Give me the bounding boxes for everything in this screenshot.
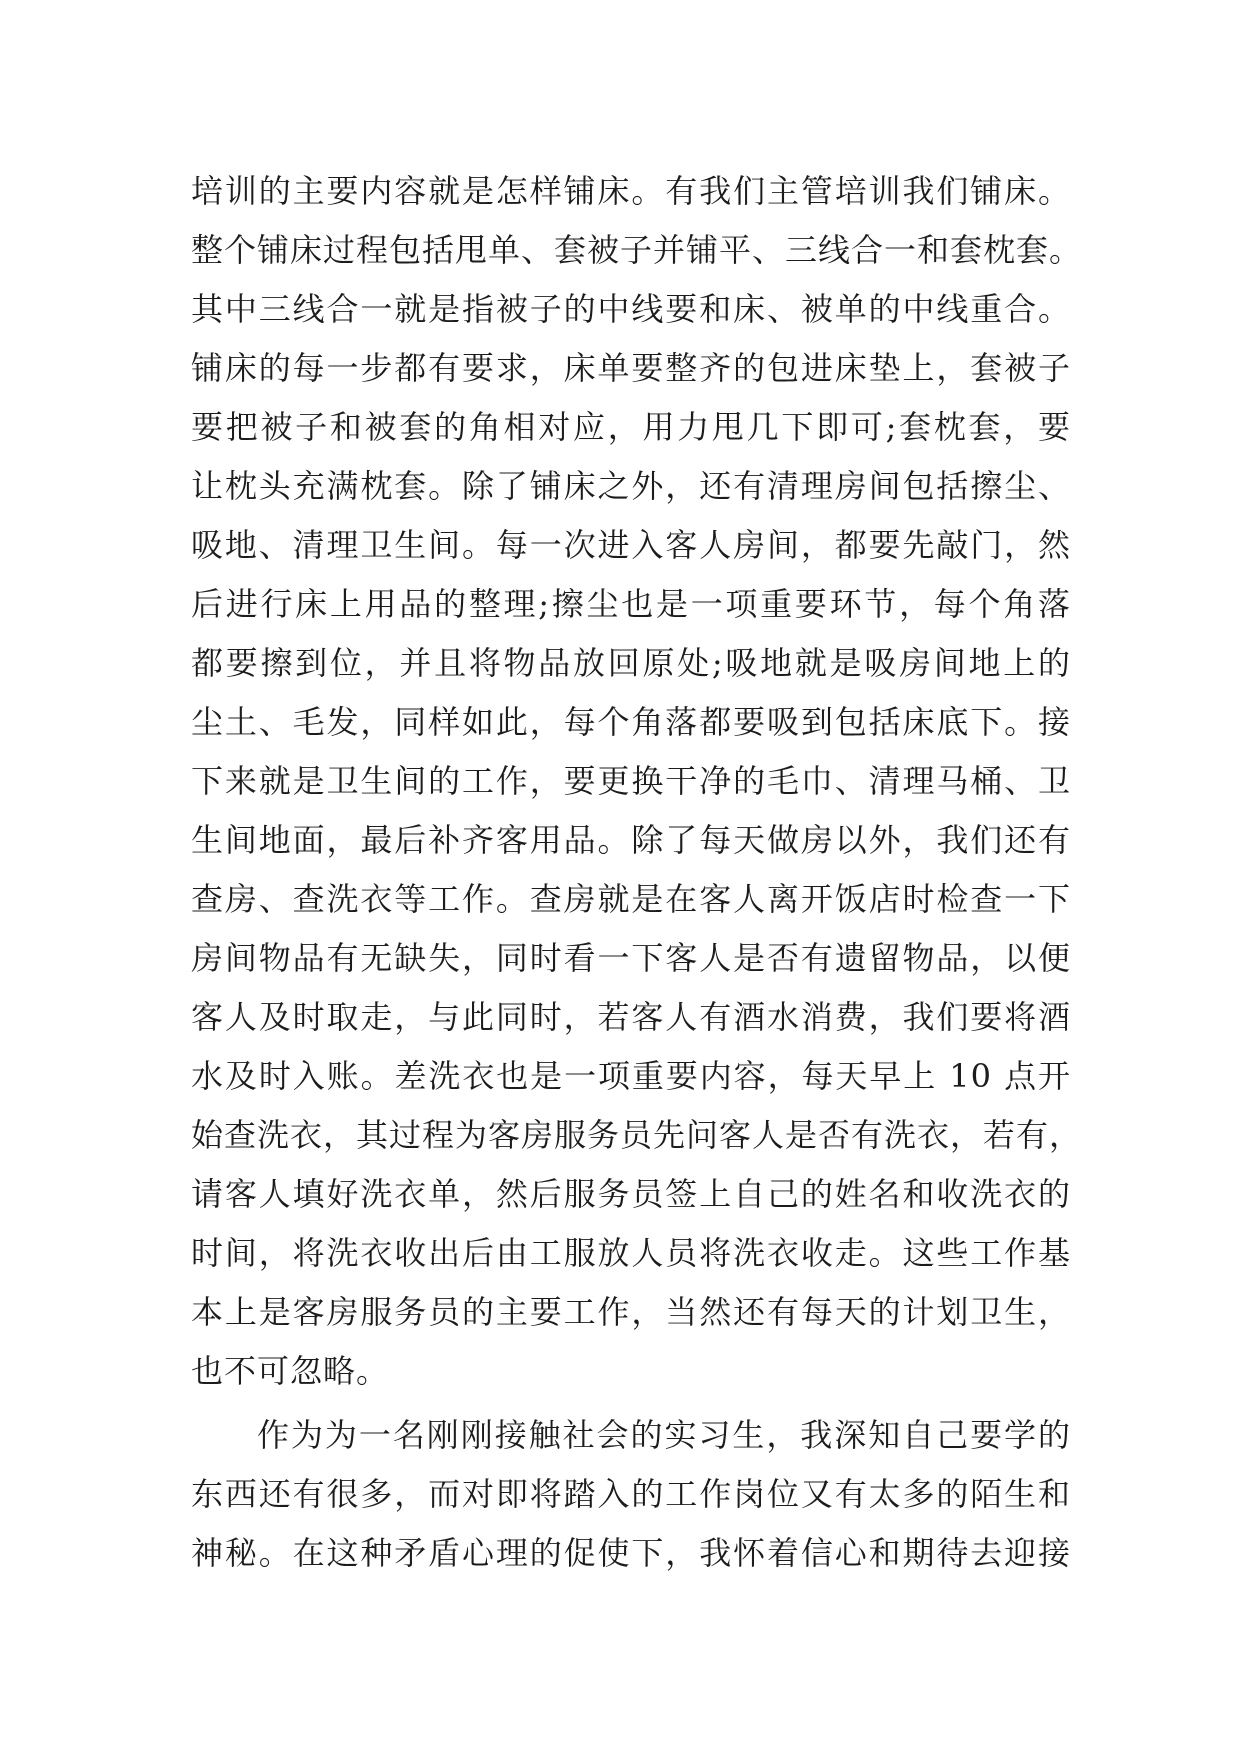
text-line: 下来就是卫生间的工作，要更换干净的毛巾、清理马桶、卫 — [191, 762, 1071, 800]
text-line: 整个铺床过程包括甩单、套被子并铺平、三线合一和套枕套。 — [191, 231, 1083, 269]
text-line: 其中三线合一就是指被子的中线要和床、被单的中线重合。 — [191, 290, 1071, 328]
text-line: 始查洗衣，其过程为客房服务员先问客人是否有洗衣，若有， — [191, 1116, 1083, 1154]
text-line: 要把被子和被套的角相对应，用力甩几下即可;套枕套，要 — [191, 408, 1071, 446]
text-line: 客人及时取走，与此同时，若客人有酒水消费，我们要将酒 — [191, 998, 1071, 1036]
text-line: 东西还有很多，而对即将踏入的工作岗位又有太多的陌生和 — [191, 1475, 1071, 1513]
text-line: 生间地面，最后补齐客用品。除了每天做房以外，我们还有 — [191, 821, 1071, 859]
text-line: 水及时入账。差洗衣也是一项重要内容，每天早上 10 点开 — [191, 1057, 1071, 1095]
text-line: 后进行床上用品的整理;擦尘也是一项重要环节，每个角落 — [191, 585, 1071, 623]
text-line: 本上是客房服务员的主要工作，当然还有每天的计划卫生， — [191, 1293, 1071, 1331]
body-text — [191, 162, 1083, 1583]
text-line: 神秘。在这种矛盾心理的促使下，我怀着信心和期待去迎接 — [191, 1534, 1071, 1572]
paragraph — [191, 1406, 1071, 1583]
text-line: 都要擦到位，并且将物品放回原处;吸地就是吸房间地上的 — [191, 644, 1071, 682]
text-line: 铺床的每一步都有要求，床单要整齐的包进床垫上，套被子 — [191, 349, 1071, 387]
text-line: 培训的主要内容就是怎样铺床。有我们主管培训我们铺床。 — [191, 172, 1071, 210]
paragraph — [191, 162, 1083, 1401]
text-line: 作为为一名刚刚接触社会的实习生，我深知自己要学的 — [257, 1416, 1071, 1454]
text-line: 吸地、清理卫生间。每一次进入客人房间，都要先敲门，然 — [191, 526, 1071, 564]
text-line: 查房、查洗衣等工作。查房就是在客人离开饭店时检查一下 — [191, 880, 1071, 918]
text-line: 房间物品有无缺失，同时看一下客人是否有遗留物品，以便 — [191, 939, 1071, 977]
text-line: 让枕头充满枕套。除了铺床之外，还有清理房间包括擦尘、 — [191, 467, 1071, 505]
text-line: 请客人填好洗衣单，然后服务员签上自己的姓名和收洗衣的 — [191, 1175, 1071, 1213]
text-line: 尘土、毛发，同样如此，每个角落都要吸到包括床底下。接 — [191, 703, 1071, 741]
text-line: 也不可忽略。 — [191, 1352, 390, 1390]
text-line: 时间，将洗衣收出后由工服放人员将洗衣收走。这些工作基 — [191, 1234, 1071, 1272]
